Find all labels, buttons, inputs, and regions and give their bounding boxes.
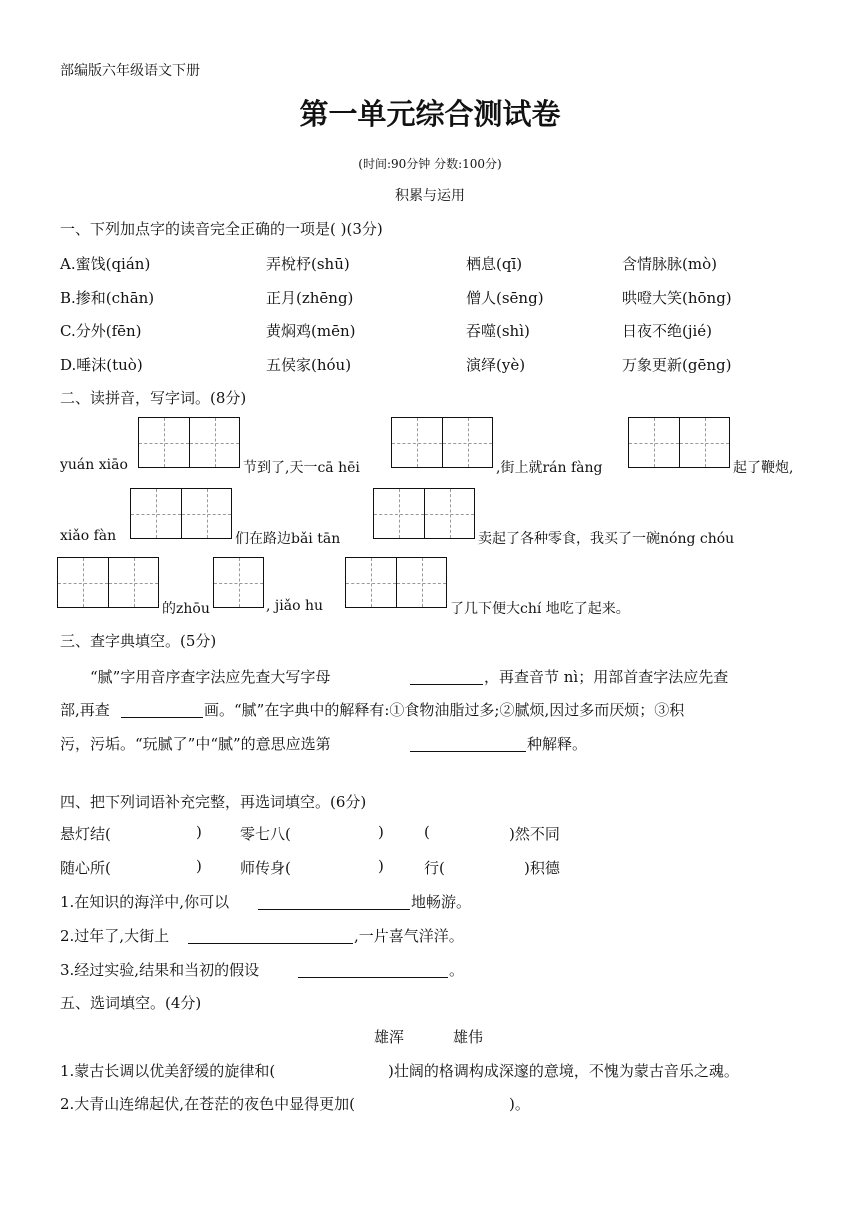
- blank-s1[interactable]: [258, 909, 410, 910]
- idiom-6-start: 行(: [424, 859, 445, 877]
- q2-text-6: 的zhōu: [162, 601, 210, 617]
- idiom-2-end: ): [378, 823, 384, 841]
- q1-option-c2: 黄焖鸡(mēn): [266, 322, 356, 340]
- q1-option-b2: 正月(zhēng): [266, 289, 354, 307]
- section-heading: 积累与运用: [395, 188, 465, 204]
- pinyin-xiaofan: xiǎo fàn: [60, 528, 117, 544]
- q5-sentence-2a: 2.大青山连绵起伏,在苍茫的夜色中显得更加(: [60, 1095, 355, 1113]
- q1-option-b3: 僧人(sēng): [466, 289, 544, 307]
- q1-option-c3: 吞噬(shì): [466, 322, 530, 340]
- q5-sentence-1b: )壮阔的格调构成深邃的意境，不愧为蒙古音乐之魂。: [388, 1062, 739, 1080]
- q1-option-d1: D.唾沫(tuò): [60, 356, 143, 374]
- q1-option-a2: 弄梲杼(shū): [266, 255, 350, 273]
- writing-grid-7[interactable]: [213, 557, 264, 608]
- idiom-2-start: 零七八(: [240, 825, 291, 843]
- exam-meta: (时间:90分钟 分数:100分): [358, 157, 502, 171]
- q1-option-a4: 含情脉脉(mò): [622, 255, 717, 273]
- q2-text-5: 卖起了各种零食，我买了一碗nóng chóu: [478, 531, 735, 547]
- q2-text-1: 节到了,天一cā hēi: [243, 460, 360, 476]
- q5-sentence-1a: 1.蒙古长调以优美舒缓的旋律和(: [60, 1062, 276, 1080]
- q1-option-a3: 栖息(qī): [466, 255, 523, 273]
- q4-sentence-3b: 。: [449, 961, 465, 979]
- idiom-3-start: (: [424, 823, 430, 841]
- blank-meaning[interactable]: [410, 751, 526, 752]
- writing-grid-6[interactable]: [57, 557, 159, 608]
- q1-option-a1: A.蜜饯(qián): [60, 255, 151, 273]
- writing-grid-2[interactable]: [391, 417, 493, 468]
- writing-grid-3[interactable]: [628, 417, 730, 468]
- q1-option-d2: 五侯家(hóu): [266, 356, 352, 374]
- idiom-4-start: 随心所(: [60, 859, 111, 877]
- q1-option-b4: 哄噔大笑(hōng): [622, 289, 732, 307]
- q1-option-c4: 日夜不绝(jié): [622, 322, 713, 340]
- q2-text-8: 了几下便大chí 地吃了起来。: [450, 601, 630, 617]
- writing-grid-8[interactable]: [345, 557, 447, 608]
- q2-text-3: 起了鞭炮,: [733, 460, 794, 476]
- word-option-1: 雄浑: [374, 1028, 405, 1046]
- q3-line3a: 污，污垢。“玩腻了”中“腻”的意思应选第: [60, 735, 331, 753]
- q1-option-b1: B.掺和(chān): [60, 289, 155, 307]
- idiom-1-end: ): [196, 823, 202, 841]
- idiom-5-end: ): [378, 857, 384, 875]
- idiom-1-start: 悬灯结(: [60, 825, 111, 843]
- blank-strokes[interactable]: [121, 717, 203, 718]
- q2-text-2: ,街上就rán fàng: [496, 460, 603, 476]
- q3-line3b: 种解释。: [527, 735, 588, 753]
- idiom-6-end: )积德: [524, 859, 560, 877]
- q4-sentence-2a: 2.过年了,大街上: [60, 927, 170, 945]
- writing-grid-5[interactable]: [373, 488, 475, 539]
- idiom-5-start: 师传身(: [240, 859, 291, 877]
- idiom-4-end: ): [196, 857, 202, 875]
- q3-line1a: “腻”字用音序查字法应先查大写字母: [90, 668, 331, 686]
- q2-text-4: 们在路边bǎi tān: [235, 531, 341, 547]
- q3-line1b: ，再查音节 nì；用部首查字法应先查: [484, 668, 729, 686]
- q4-sentence-1a: 1.在知识的海洋中,你可以: [60, 893, 230, 911]
- writing-grid-4[interactable]: [130, 488, 232, 539]
- q2-text-7: , jiǎo hu: [266, 598, 323, 614]
- word-option-2: 雄伟: [453, 1028, 484, 1046]
- pinyin-yuanxiao: yuán xiāo: [60, 457, 128, 473]
- q4-sentence-3a: 3.经过实验,结果和当初的假设: [60, 961, 260, 979]
- blank-letter[interactable]: [410, 684, 483, 685]
- q4-sentence-1b: 地畅游。: [411, 893, 472, 911]
- q2-heading: 二、读拼音，写字词。(8分): [60, 389, 247, 407]
- q4-heading: 四、把下列词语补充完整，再选词填空。(6分): [60, 793, 367, 811]
- blank-s3[interactable]: [298, 977, 448, 978]
- q4-sentence-2b: ,一片喜气洋洋。: [354, 927, 464, 945]
- idiom-3-end: )然不同: [509, 825, 560, 843]
- q3-line2a: 部,再查: [60, 701, 110, 719]
- blank-s2[interactable]: [188, 943, 353, 944]
- q1-option-d4: 万象更新(gēng): [622, 356, 732, 374]
- q1-option-d3: 演绎(yè): [466, 356, 526, 374]
- q3-line2b: 画。“腻”在字典中的解释有:①食物油脂过多;②腻烦,因过多而厌烦；③积: [204, 701, 685, 719]
- book-label: 部编版六年级语文下册: [60, 63, 200, 79]
- q1-heading: 一、下列加点字的读音完全正确的一项是( )(3分): [60, 220, 383, 238]
- page-title: 第一单元综合测试卷: [299, 97, 561, 131]
- q5-sentence-2b: )。: [509, 1095, 530, 1113]
- q3-heading: 三、查字典填空。(5分): [60, 632, 217, 650]
- q1-option-c1: C.分外(fēn): [60, 322, 142, 340]
- q5-heading: 五、选词填空。(4分): [60, 994, 202, 1012]
- writing-grid-1[interactable]: [138, 417, 240, 468]
